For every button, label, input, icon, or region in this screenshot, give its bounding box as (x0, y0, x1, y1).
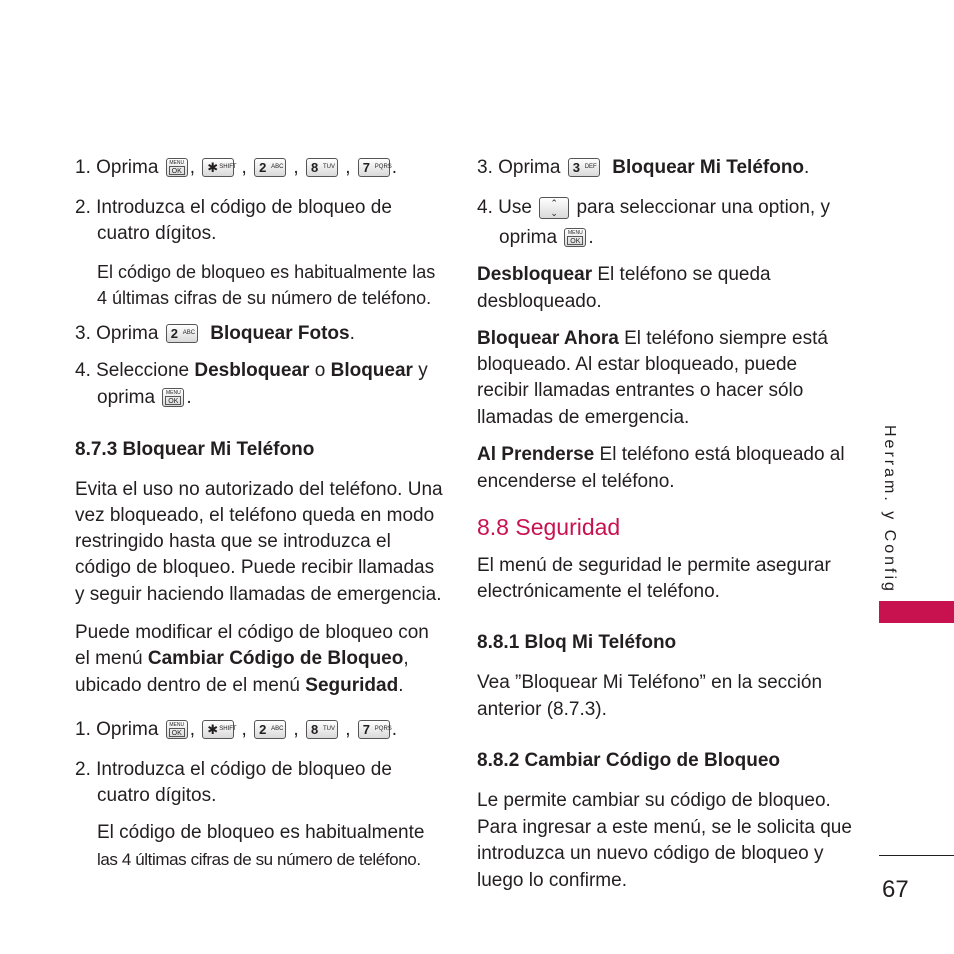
desbloquear-line-1: Desbloquear El teléfono se queda (477, 264, 771, 285)
step-2-second-line-2: cuatro dígitos. (97, 785, 217, 806)
key-8-icon: 8 TUV (306, 158, 338, 177)
nav-up-down-key-icon: ⌃ ⌄ (539, 197, 569, 219)
note-second-line-1: El código de bloqueo es habitualmente (97, 822, 425, 843)
paragraph-2-line-1: Puede modificar el código de bloqueo con (75, 622, 429, 643)
bloquear-ahora-line-3: recibir llamadas entrantes o hacer sólo (477, 380, 804, 401)
step-4-use-nav: 4. Use ⌃ ⌄ para seleccionar una option, y (477, 197, 830, 218)
al-prenderse-line-1: Al Prenderse El teléfono está bloqueado al (477, 444, 845, 465)
paragraph-1-line-1: Evita el uso no autorizado del teléfono. Una (75, 479, 443, 500)
step-1-press-keys-second: 1. Oprima MENU OK , ✱ SHIFT , 2 ABC , 8 TUV , 7 PQRS . (75, 719, 398, 740)
seguridad-line-1: El menú de seguridad le permite asegurar (477, 555, 831, 576)
menu-ok-key-icon: MENU OK (564, 228, 586, 247)
paragraph-1-line-5: y seguir haciendo llamadas de emergencia. (75, 584, 442, 605)
note-line-2: 4 últimas cifras de su número de teléfono. (97, 288, 432, 308)
heading-8-8-seguridad: 8.8 Seguridad (477, 514, 621, 540)
star-shift-key-icon: ✱ SHIFT (202, 720, 234, 739)
paragraph-1-line-2: vez bloqueado, el teléfono queda en modo (75, 505, 435, 526)
note-line-1: El código de bloqueo es habitualmente las (97, 262, 436, 282)
paragraph-1-line-4: código de bloqueo. Puede recibir llamadas (75, 557, 435, 578)
bloq-line-2: anterior (8.7.3). (477, 699, 607, 720)
cambiar-line-2: Para ingresar a este menú, se le solicita que (477, 817, 852, 838)
heading-8-8-1: 8.8.1 Bloq Mi Teléfono (477, 632, 677, 653)
step-1-press-keys: 1. Oprima MENU OK , ✱ SHIFT , 2 ABC , 8 TUV , 7 PQRS . (75, 157, 398, 178)
menu-ok-key-icon: MENU OK (166, 158, 188, 177)
page-number: 67 (882, 876, 909, 903)
key-7-icon: 7 PQRS (358, 720, 390, 739)
cambiar-line-1: Le permite cambiar su código de bloqueo. (477, 790, 831, 811)
step-2-second-line-1: 2. Introduzca el código de bloqueo de (75, 759, 392, 780)
key-7-icon: 7 PQRS (358, 158, 390, 177)
footer-rule (879, 855, 954, 856)
al-prenderse-line-2: encenderse el teléfono. (477, 471, 675, 492)
heading-8-8-2: 8.8.2 Cambiar Código de Bloqueo (477, 750, 780, 771)
step-4-line-2-right: oprima MENU OK . (499, 227, 594, 248)
seguridad-line-2: electrónicamente el teléfono. (477, 581, 720, 602)
menu-ok-key-icon: MENU OK (162, 388, 184, 407)
step-4-line-2: oprima MENU OK . (97, 387, 192, 408)
key-2-icon: 2 ABC (254, 720, 286, 739)
key-8-icon: 8 TUV (306, 720, 338, 739)
bloquear-ahora-line-4: llamadas de emergencia. (477, 407, 690, 428)
bloq-line-1: Vea ”Bloquear Mi Teléfono” en la sección (477, 672, 823, 693)
menu-ok-key-icon: MENU OK (166, 720, 188, 739)
step-2-line-1: 2. Introduzca el código de bloqueo de (75, 197, 392, 218)
section-sidebar-label: Herram. y Config (881, 425, 898, 594)
section-tab-marker (879, 601, 954, 623)
step-4-line-1: 4. Seleccione Desbloquear o Bloquear y (75, 360, 428, 381)
star-shift-key-icon: ✱ SHIFT (202, 158, 234, 177)
key-2-icon: 2 ABC (166, 324, 198, 343)
bloquear-ahora-line-1: Bloquear Ahora El teléfono siempre está (477, 328, 828, 349)
bloquear-ahora-line-2: bloqueado. Al estar bloqueado, puede (477, 354, 798, 375)
key-3-icon: 3 DEF (568, 158, 600, 177)
heading-8-7-3: 8.7.3 Bloquear Mi Teléfono (75, 439, 315, 460)
paragraph-2-line-2: el menú Cambiar Código de Bloqueo, (75, 648, 409, 669)
step-3-press: 3. Oprima 2 ABC Bloquear Fotos. (75, 323, 355, 344)
paragraph-2-line-3: ubicado dentro de el menú Seguridad. (75, 675, 404, 696)
key-2-icon: 2 ABC (254, 158, 286, 177)
paragraph-1-line-3: restringido hasta que se introduzca el (75, 531, 391, 552)
note-second-line-2: las 4 últimas cifras de su número de teléfono. (97, 850, 421, 869)
desbloquear-line-2: desbloqueado. (477, 291, 602, 312)
cambiar-line-4: luego lo confirme. (477, 870, 627, 891)
step-3-press-right: 3. Oprima 3 DEF Bloquear Mi Teléfono. (477, 157, 810, 178)
step-2-line-2: cuatro dígitos. (97, 223, 217, 244)
cambiar-line-3: introduzca un nuevo código de bloqueo y (477, 843, 824, 864)
